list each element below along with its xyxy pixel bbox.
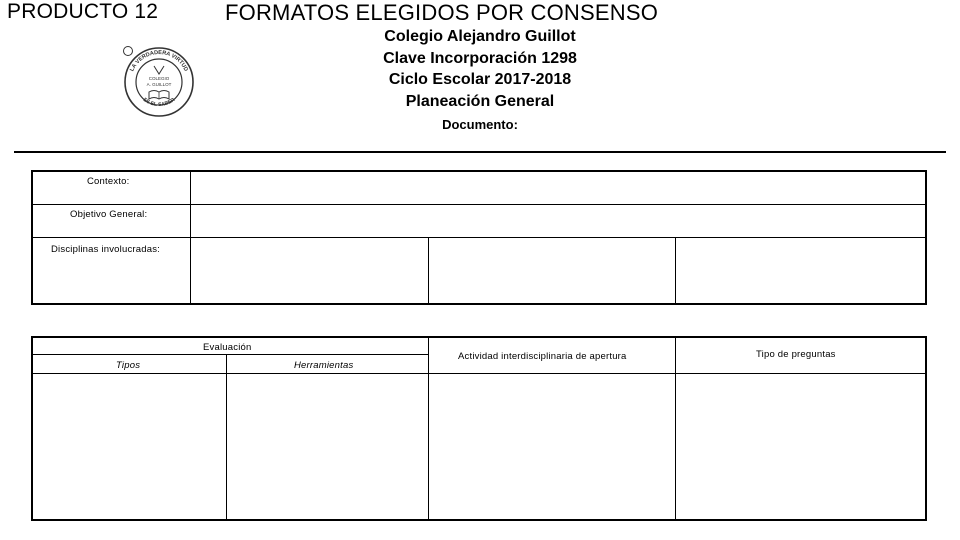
objetivo-value-cell[interactable] — [190, 204, 927, 238]
herramientas-label: Herramientas — [294, 360, 354, 371]
tipo-preguntas-label: Tipo de preguntas — [756, 349, 836, 360]
tipos-label: Tipos — [116, 360, 141, 371]
seal-top-text: LA VERDADERA VIRTUD — [129, 49, 189, 73]
school-clave: Clave Incorporación 1298 — [383, 50, 577, 67]
divider — [14, 151, 946, 153]
contexto-label: Contexto: — [87, 176, 130, 187]
producto-title: PRODUCTO 12 — [7, 0, 159, 23]
tipos-content-cell[interactable] — [31, 373, 227, 521]
seal-bottom-text: ES EL SABER — [141, 97, 177, 109]
contexto-value-cell[interactable] — [190, 170, 927, 205]
formatos-title: FORMATOS ELEGIDOS POR CONSENSO — [225, 0, 659, 25]
seal-center-line2: A. GUILLOT — [146, 82, 172, 87]
disciplina-cell-2[interactable] — [428, 237, 676, 305]
documento-label: Documento: — [442, 117, 518, 132]
disciplinas-label: Disciplinas involucradas: — [51, 244, 161, 255]
school-name: Colegio Alejandro Guillot — [384, 28, 576, 45]
school-seal-icon — [118, 44, 200, 118]
preguntas-content-cell[interactable] — [675, 373, 927, 521]
school-ciclo: Ciclo Escolar 2017-2018 — [388, 71, 572, 88]
objetivo-label: Objetivo General: — [70, 209, 148, 220]
seal-center-line1: COLEGIO — [148, 76, 170, 81]
svg-text:LA VERDADERA VIRTUD — [129, 50, 188, 73]
herramientas-content-cell[interactable] — [226, 373, 429, 521]
disciplina-cell-3[interactable] — [675, 237, 927, 305]
school-planeacion: Planeación General — [405, 93, 555, 110]
actividad-content-cell[interactable] — [428, 373, 676, 521]
actividad-label: Actividad interdisciplinaria de apertura — [458, 351, 627, 362]
disciplina-cell-1[interactable] — [190, 237, 429, 305]
evaluacion-label: Evaluación — [203, 342, 252, 353]
